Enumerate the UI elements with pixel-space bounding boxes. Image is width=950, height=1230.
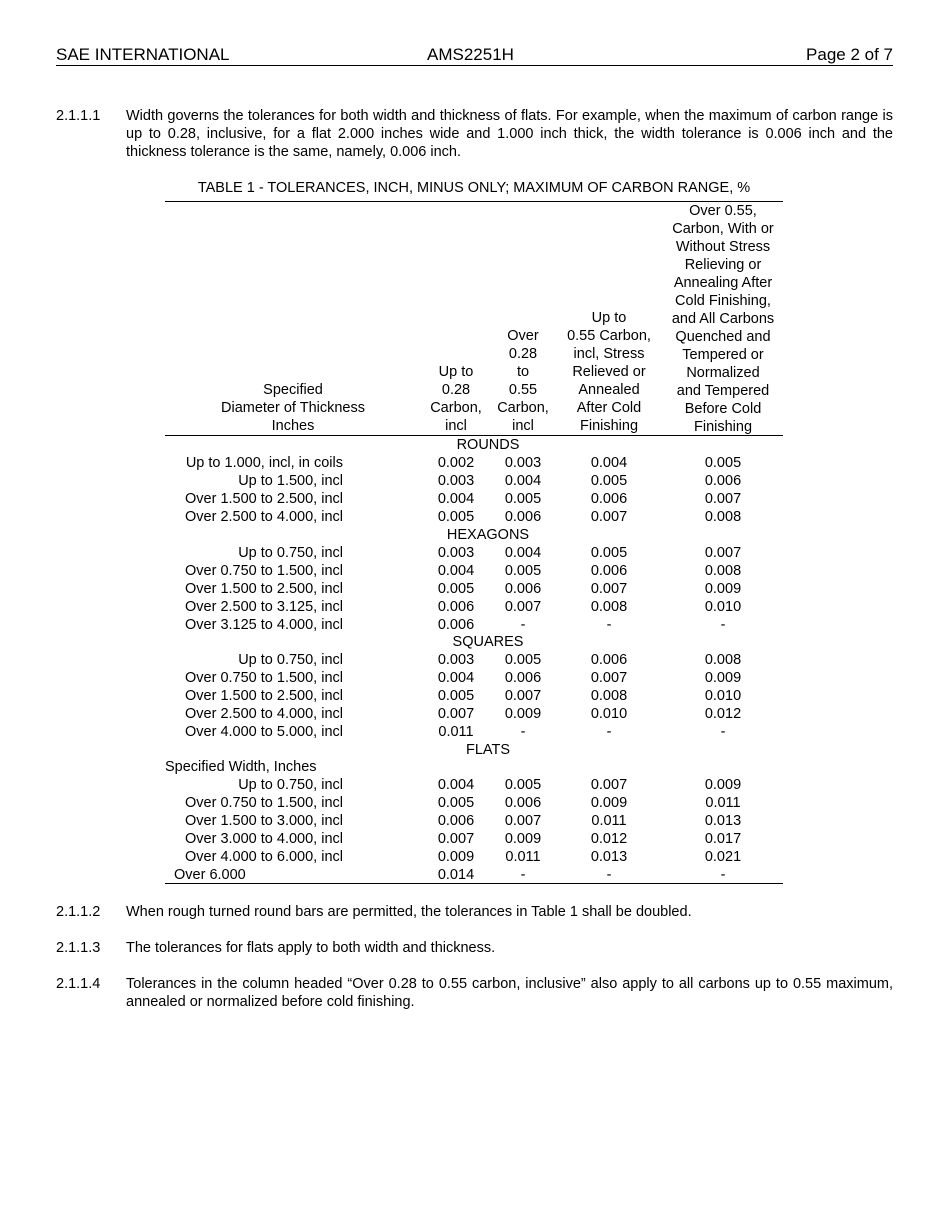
table-row: Over 1.500 to 2.500, incl 0.005 0.006 0.007 0.009	[185, 581, 742, 597]
section-squares: SQUARES	[452, 634, 524, 650]
paragraph-number: 2.1.1.2	[56, 904, 101, 920]
table-row: Up to 0.750, incl 0.003 0.004 0.005 0.007	[238, 545, 742, 561]
paragraph-number: 2.1.1.3	[56, 940, 101, 956]
col-header-over-055: Over 0.55, Carbon, With or Without Stress Relieving or Annealing After Cold Finishing, and All Carbons Quenched and Tempered or Normalized and Tempered Before Cold Finishing	[671, 203, 775, 435]
table-row: Over 0.750 to 1.500, incl 0.004 0.005 0.006 0.008	[185, 563, 742, 579]
table-row: Over 1.500 to 2.500, incl 0.004 0.005 0.006 0.007	[185, 491, 742, 507]
paragraph-2-1-1-3	[56, 939, 893, 957]
col-header-up-to-028: Up to 0.28 Carbon, incl	[430, 364, 482, 434]
col-header-up-to-055-stress-relieved: Up to 0.55 Carbon, incl, Stress Relieved or Annealed After Cold Finishing	[567, 310, 651, 434]
table-row: Over 4.000 to 5.000, incl 0.011 - - -	[185, 724, 726, 740]
paragraph-text: When rough turned round bars are permitted, the tolerances in Table 1 shall be doubled.	[126, 904, 692, 920]
paragraph-2-1-1-2	[56, 903, 893, 921]
paragraph-number: 2.1.1.4	[56, 976, 101, 992]
flats-subheading: Specified Width, Inches	[165, 759, 317, 775]
section-hexagons: HEXAGONS	[446, 527, 530, 543]
table-row: Up to 1.500, incl 0.003 0.004 0.005 0.006	[238, 473, 742, 489]
table-row: Over 0.750 to 1.500, incl 0.005 0.006 0.009 0.011	[185, 795, 741, 811]
table-row: Over 1.500 to 3.000, incl 0.006 0.007 0.011 0.013	[185, 813, 742, 829]
table-row: Over 3.000 to 4.000, incl 0.007 0.009 0.012 0.017	[185, 831, 742, 847]
table-row: Over 2.500 to 4.000, incl 0.005 0.006 0.007 0.008	[185, 509, 742, 525]
paragraph-text: Tolerances in the column headed “Over 0.28 to 0.55 carbon, inclusive” also apply to all carbons up to 0.55 maximum, annealed or normalized before cold finishing.	[126, 976, 893, 1010]
section-rounds: ROUNDS	[456, 437, 520, 453]
header-doc-number: AMS2251H	[427, 45, 514, 64]
col-header-028-to-055: Over 0.28 to 0.55 Carbon, incl	[497, 328, 549, 434]
table-row: Over 3.125 to 4.000, incl 0.006 - - -	[185, 617, 726, 633]
table-row: Up to 1.000, incl, in coils 0.002 0.003 0.004 0.005	[185, 455, 742, 471]
col-header-specified: Specified Diameter of Thickness Inches	[221, 382, 365, 434]
paragraph-text: The tolerances for flats apply to both width and thickness.	[126, 940, 496, 956]
paragraph-2-1-1-1	[56, 107, 893, 161]
table-caption: TABLE 1 - TOLERANCES, INCH, MINUS ONLY; MAXIMUM OF CARBON RANGE, %	[197, 180, 751, 196]
table-row: Over 0.750 to 1.500, incl 0.004 0.006 0.007 0.009	[185, 670, 742, 686]
paragraph-number: 2.1.1.1	[56, 108, 101, 124]
paragraph-text: Width governs the tolerances for both width and thickness of flats. For example, when the maximum of carbon range is up to 0.28, inclusive, for a flat 2.000 inches wide and 1.000 inch thick, the width tolerance is 0.006 inch and the thickness tolerance is the same, namely, 0.006 inch.	[126, 108, 893, 160]
table-row: Over 4.000 to 6.000, incl 0.009 0.011 0.013 0.021	[185, 849, 742, 865]
table-row: Over 2.500 to 3.125, incl 0.006 0.007 0.008 0.010	[185, 599, 742, 615]
paragraph-2-1-1-4	[56, 975, 893, 1011]
header-org: SAE INTERNATIONAL	[56, 45, 230, 64]
table-row: Over 2.500 to 4.000, incl 0.007 0.009 0.010 0.012	[185, 706, 742, 722]
header-page-number: Page 2 of 7	[806, 45, 893, 64]
table-row: Over 1.500 to 2.500, incl 0.005 0.007 0.008 0.010	[185, 688, 742, 704]
page-header	[56, 45, 893, 66]
section-flats: FLATS	[465, 742, 511, 758]
table-row: Up to 0.750, incl 0.004 0.005 0.007 0.009	[238, 777, 742, 793]
table-row: Over 6.000 0.014 - - -	[174, 867, 726, 883]
table-row: Up to 0.750, incl 0.003 0.005 0.006 0.008	[238, 652, 742, 668]
